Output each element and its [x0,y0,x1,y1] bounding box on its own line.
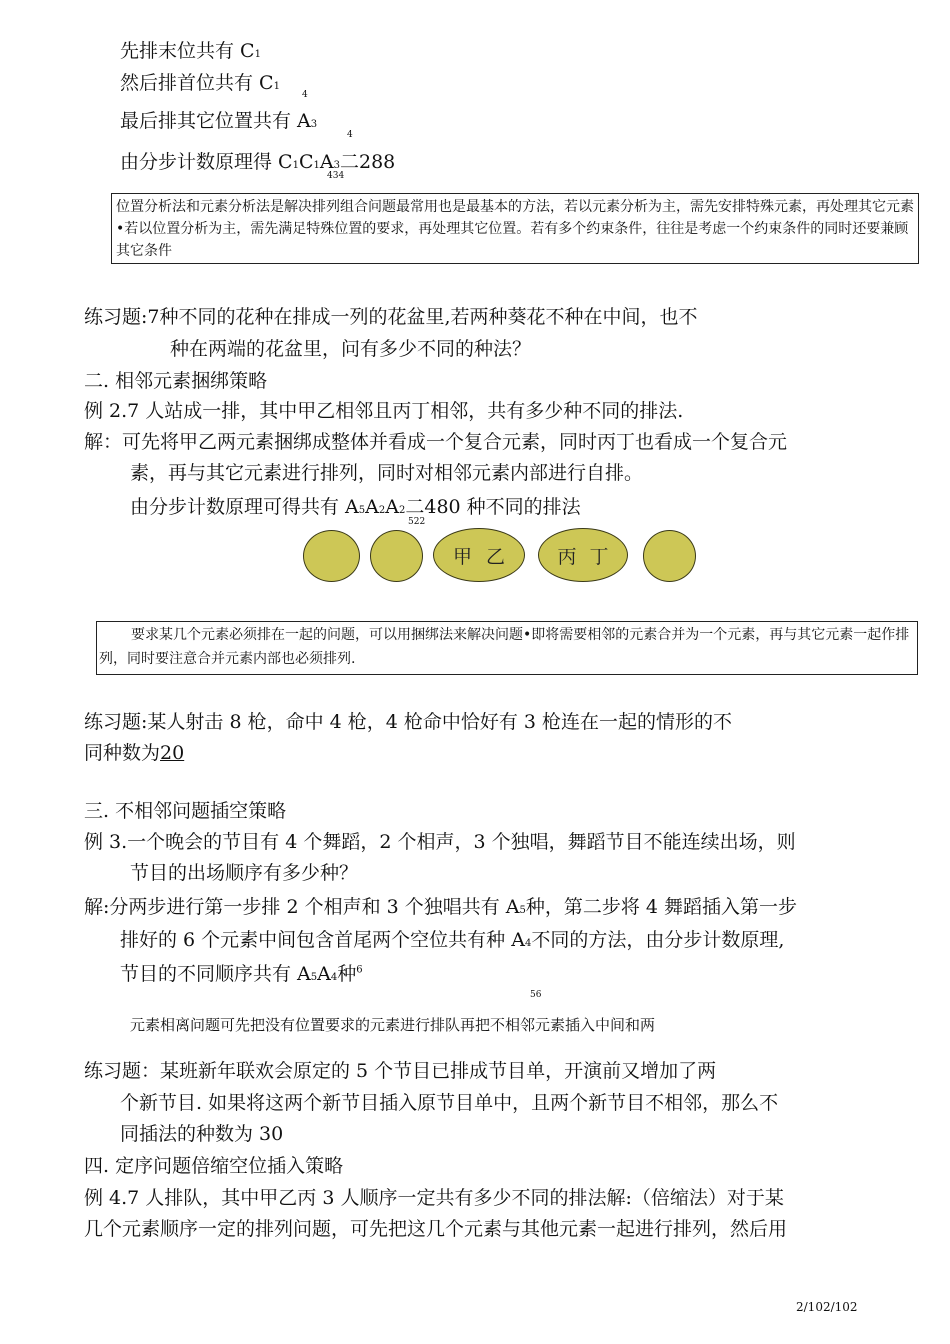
example-3-line-2: 节目的出场顺序有多少种？ [130,862,359,884]
exercise-2-line-2: 同种数为20 [84,742,185,764]
element-circle-5 [643,530,696,582]
bundle-ellipse-bing-ding [538,528,628,582]
exercise-3-line-3: 同插法的种数为 30 [120,1123,284,1145]
example-4-line-1: 例 4.7 人排队，其中甲乙丙 3 人顺序一定共有多少不同的排法解:（倍缩法）对于某 [84,1187,784,1209]
exercise-3-line-2: 个新节目. 如果将这两个新节目插入原节目单中，且两个新节目不相邻，那么不 [120,1092,779,1114]
exercise-2-answer: 20 [160,742,185,764]
solution-3-line-1: 解:分两步进行第一步排 2 个相声和 3 个独唱共有 A5种，第二步将 4 舞蹈插入第一步 [84,896,798,918]
bundle-bing: 丙 [557,545,577,568]
bundle-yi: 乙 [485,545,505,568]
intro-line-2-index: 4 [302,90,308,100]
intro-formula: 由分步计数原理得 C1C1A3二288 [120,151,396,173]
tip-box-bundling-text: 要求某几个元素必须排在一起的问题，可以用捆绑法来解决问题•即将需要相邻的元素合并为一个元素，再与其它元素一起作排列，同时要注意合并元素内部也必须排列. [99,627,910,667]
intro-line-3-index: 4 [347,130,353,140]
section-2-title: 二. 相邻元素捆绑策略 [84,370,268,392]
exercise-2-line-1: 练习题:某人射击 8 枪，命中 4 枪，4 枪命中恰好有 3 枪连在一起的情形的不 [84,711,733,733]
solution-2-line-1: 解：可先将甲乙两元素捆绑成整体并看成一个复合元素，同时丙丁也看成一个复合元 [84,431,788,453]
exercise-3-line-1: 练习题：某班新年联欢会原定的 5 个节目已排成节目单，开演前又增加了两 [84,1060,717,1082]
solution-2-formula-index: 522 [408,517,426,527]
intro-line-1: 先排末位共有 C1 [120,40,261,62]
page-number: 2/102/102 [796,1300,858,1314]
element-circle-1 [303,530,360,582]
example-3-line-1: 例 3.一个晚会的节目有 4 个舞蹈，2 个相声，3 个独唱，舞蹈节目不能连续出场，则 [84,831,796,853]
bundle-jia: 甲 [452,545,472,568]
exercise-1-line-1: 练习题:7种不同的花种在排成一列的花盆里,若两种葵花不种在中间，也不 [84,306,698,328]
tip-box-position-analysis [111,193,919,264]
section-3-note: 元素相离问题可先把没有位置要求的元素进行排队再把不相邻元素插入中间和两 [130,1016,656,1034]
bundle-ding: 丁 [589,545,609,568]
section-3-title: 三. 不相邻问题插空策略 [84,800,287,822]
tip-box-text: 位置分析法和元素分析法是解决排列组合问题最常用也是最基本的方法，若以元素分析为主，需先安排特殊元素，再处理其它元素•若以位置分析为主，需先满足特殊位置的要求，再处理其它位置。若有多个约束条件，往往是考虑一个约束条件的同时还要兼顾其它条件 [116,199,914,259]
example-2: 例 2.7 人站成一排，其中甲乙相邻且丙丁相邻，共有多少种不同的排法. [84,400,684,422]
bundle-ellipse-jia-yi [433,528,525,582]
example-4-line-2: 几个元素顺序一定的排列问题，可先把这几个元素与其他元素一起进行排列，然后用 [84,1218,788,1240]
section-4-title: 四. 定序问题倍缩空位插入策略 [84,1155,344,1177]
solution-3-index: 56 [530,990,542,1000]
element-circle-2 [370,530,423,582]
intro-line-2: 然后排首位共有 C1 [120,72,280,94]
intro-line-3: 最后排其它位置共有 A3 [120,110,318,132]
solution-3-line-3: 节目的不同顺序共有 A5A4种$^6$ [120,963,363,985]
solution-2-line-2: 素，再与其它元素进行排列，同时对相邻元素内部进行自排。 [130,462,644,484]
solution-2-formula: 由分步计数原理可得共有 A5A2A2二480 种不同的排法 [130,496,581,518]
intro-formula-index: 434 [327,171,345,181]
tip-box-bundling [96,621,918,675]
solution-3-line-2: 排好的 6 个元素中间包含首尾两个空位共有种 A4不同的方法，由分步计数原理, [120,929,785,951]
exercise-1-line-2: 种在两端的花盆里，问有多少不同的种法？ [170,338,532,360]
